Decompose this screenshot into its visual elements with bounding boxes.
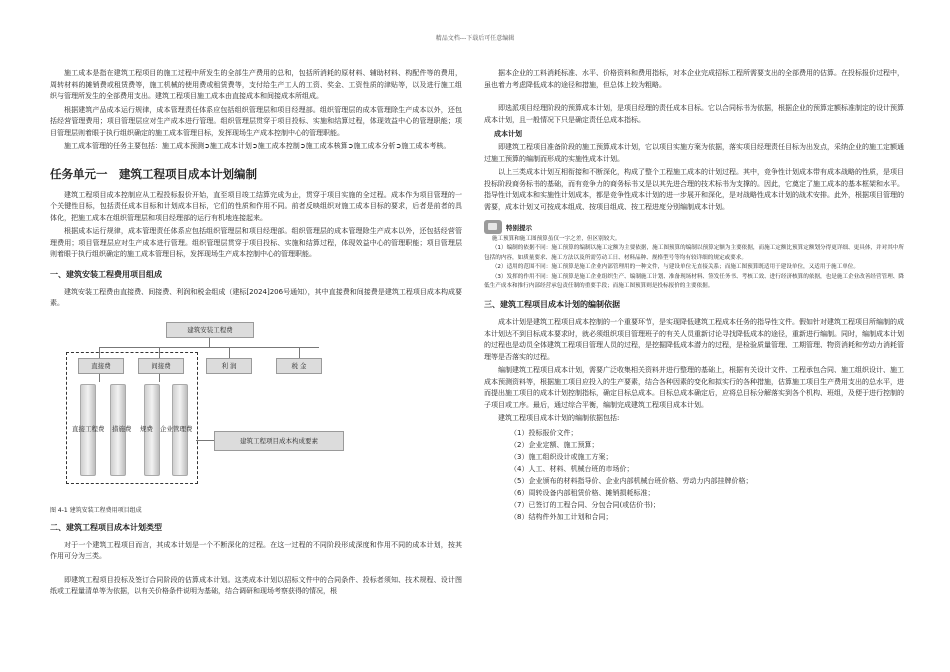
cost-elements-note: 建筑工程项目成本构成要素: [214, 431, 344, 451]
right-paragraph-2: 即选派项目经理阶段的预算成本计划，是项目经理的责任成本目标。它以合同标书为依据，根据企业的预算定额标准制定的设计预算成本计划，且一般情况下只是确定责任总成本指标。: [484, 104, 904, 124]
list-item: （5）企业颁布的材料指导价、企业内部机械台班价格、劳动力内部挂牌价格；: [510, 476, 753, 485]
indirect-cost-box: 间接费: [138, 358, 184, 374]
section-1-title: 一、建筑安装工程费用项目组成: [50, 269, 162, 279]
right-paragraph-7: 建筑工程项目成本计划的编制依据包括:: [498, 414, 620, 423]
unit-paragraph-1: 建筑工程项目成本控制应从工程投标报价开始，直至项目竣工结算完成为止，贯穿于项目实施的全过程。成本作为项目管理的一个关键性目标，包括责任成本目标和计划成本目标，它们的性质和作用不同。前者反映组织对施工成本目标的要求，后者是前者的具体化，把施工成本在组织管理层和项目经理部的运行有机地连接起来。: [50, 190, 462, 222]
tip-line-4: （3）发挥的作用不同：施工预算是施工企业组织生产、编制施工计划、准备现场材料、签发任务书、考核工效、进行经济核算的依据，也是施工企业改善经营管理、降低生产成本和推行内部经营承包责任制的重要手段；而施工图预算则是投标报价的主要依据。: [484, 273, 904, 290]
pillar-label-direct-engineering: 直接工程费: [72, 424, 105, 433]
unit-paragraph-2: 根据成本运行规律，成本管理责任体系应包括组织管理层和项目经理部。组织管理层的成本管理除生产成本以外，还包括经营管理费用；项目管理层应对生产成本进行管理。组织管理层贯穿于项目投标、实施和结算过程，体现效益中心的管理职能；项目管理层则着眼于执行组织确定的施工成本管理目标，发挥现场生产成本控制中心的管理职能。: [50, 227, 462, 258]
unit-title: 任务单元一 建筑工程项目成本计划编制: [50, 166, 257, 181]
right-column: [484, 68, 904, 523]
tip-title: 特别提示: [506, 223, 532, 232]
left-column: [50, 68, 462, 600]
page-header: 精品文档---下载后可任意编辑: [435, 35, 515, 42]
plan-subtitle: 成本计划: [494, 130, 522, 138]
list-item: （4）人工、材料、机械台班的市场价；: [510, 464, 634, 473]
right-paragraph-4: 以上三类成本计划互相衔接和不断深化，构成了整个工程施工成本的计划过程。其中，竞争性计划成本带有成本战略的性质，是项目投标阶段商务标书的基础，而有竞争力的商务标书又是以其先进合理的技术标书为支撑的。因此，它奠定了施工成本的基本框架和水平。指导性计划成本和实施性计划成本，都是竞争性成本计划的进一步展开和深化，是对战略性成本计划的战术安排。此外，根据项目管理的需要，成本计划又可按成本组成、按项目组成、按工程进度分别编制成本计划。: [484, 168, 904, 211]
section-2-paragraph-1: 对于一个建筑工程项目而言，其成本计划是一个不断深化的过程。在这一过程的不同阶段形成深度和作用不同的成本计划，按其作用可分为三类。: [50, 540, 462, 560]
tip-line-3: （2）适用的范围不同：施工预算是施工企业内部管理用的一种文件，与建设单位无直接关系；而施工图预算既适用于建设单位，又适用于施工单位。: [491, 264, 859, 271]
right-paragraph-6: 编制建筑工程项目成本计划，需要广泛收集相关资料并进行整理的基础上，根据有关设计文件、工程承包合同、施工组织设计、施工成本预测资料等，根据施工项目应投入的生产要素，结合各种因素的变化和拟实行的各种措施，估算施工项目生产费用支出的总水平，进而提出施工项目的成本计划控制指标，确定目标总成本。目标总成本确定后，应将总目标分解落实到各个机构、班组，及便于进行控制的子项目或工序。最后，通过综合平衡，编制完成建筑工程项目成本计划。: [484, 366, 904, 409]
section-1-paragraph: 建筑安装工程费由直接费、间接费、利润和税金组成（建标[2024]206号通知），其中直接费和间接费是建筑工程项目成本构成要素。: [50, 287, 462, 307]
pillar-label-measures: 措施费: [112, 424, 132, 433]
intro-paragraph-3: 施工成本管理的任务主要包括：施工成本预测➲施工成本计划➲施工成本控制➲施工成本核算➲施工成本分析➲施工成本考核。: [64, 142, 451, 150]
special-tip-box: [484, 219, 904, 291]
section-2-title: 二、建筑工程项目成本计划类型: [50, 522, 162, 532]
section-2-paragraph-2: 即建筑工程项目投标及签订合同阶段的估算成本计划。这类成本计划以招标文件中的合同条件、投标者须知、技术规程、设计图纸或工程量清单等为依据，以有关价格条件说明为基础，结合调研和现场考察获得的情况，根: [50, 575, 462, 595]
diagram-top-box: 建筑安装工程费: [166, 322, 254, 338]
tip-line-2: （1）编制的依据不同：施工预算的编制以施工定额为主要依据，施工图预算的编制以预算定额为主要依据，而施工定额比预算定额划分得更详细、更具体，并对其中所包括的内容，如质量要求、施工方法以及所需劳动工日、材料品种、规格型号等均有较详细的规定或要求。: [484, 245, 904, 261]
tax-box: 税 金: [276, 358, 322, 374]
direct-cost-box: 直接费: [78, 358, 124, 374]
profit-box: 利 润: [206, 358, 252, 374]
pillar-label-management: 企业管理费: [160, 424, 193, 433]
list-item: （7）已签订的工程合同、分包合同(或估价书)；: [510, 500, 660, 509]
basis-list: [484, 427, 904, 523]
tip-icon: [484, 220, 502, 234]
list-item: （3）施工组织设计或施工方案；: [510, 452, 613, 461]
tip-line-1: 施工预算和施工图预算虽仅一字之差，但区别较大。: [491, 236, 621, 242]
right-paragraph-5: 成本计划是建筑工程项目成本控制的一个重要环节，是实现降低建筑工程成本任务的指导性文件。假如针对建筑工程项目所编制的成本计划达不到目标成本要求时，就必须组织项目管理班子的有关人员重新讨论寻找降低成本的途径，重新进行编制。同时，编制成本计划的过程也是动员全体建筑工程项目管理人员的过程，是挖掘降低成本潜力的过程，是检验质量管理、工期管理、物资消耗和劳动力消耗管理等是否落实的过程。: [484, 318, 904, 361]
list-item: （6）周转设备内部租赁价格、摊销损耗标准；: [510, 488, 655, 497]
list-item: （2）企业定额、施工预算；: [510, 440, 599, 449]
intro-paragraph-2: 根据建筑产品成本运行规律，成本管理责任体系应包括组织管理层和项目经理部。组织管理层的成本管理除生产成本以外，还包括经营管理费用；项目管理层应对生产成本进行管理。组织管理层贯穿于项目投标、实施和结算过程，体现效益中心的管理职能；项目管理层则着眼于执行组织确定的施工成本管理目标，发挥现场生产成本控制中心的管理职能。: [50, 105, 462, 137]
right-paragraph-3: 即建筑工程项目准备阶段的施工预算成本计划，它以项目实施方案为依据，落实项目经理责任目标为出发点，采纳企业的施工定额通过施工预算的编制而形成的实施性成本计划。: [484, 143, 904, 163]
list-item: （8）结构件外加工计划和合同；: [510, 512, 613, 521]
figure-caption: 图 4-1 建筑安装工程费用项目组成: [50, 506, 142, 514]
pillar-label-fees: 规费: [140, 424, 153, 433]
list-item: （1）投标报价文件；: [510, 428, 578, 437]
cost-structure-diagram: [66, 316, 396, 501]
intro-paragraph-1: 施工成本是指在建筑工程项目的施工过程中所发生的全部生产费用的总和，包括所消耗的原材料、辅助材料、构配件等的费用，周转材料的摊销费或租赁费等，施工机械的使用费或租赁费等，支付给生产工人的工资、奖金、工资性质的津贴等，以及进行施工组织与管理所发生的全部费用支出。建筑工程项目施工成本由直接成本和间接成本所组成。: [50, 69, 462, 100]
section-3-title: 三、建筑工程项目成本计划的编制依据: [484, 300, 620, 310]
right-paragraph-1: 据本企业的工料消耗标准、水平、价格资料和费用指标，对本企业完成招标工程所需要支出的全部费用的估算。在投标报价过程中，虽也着力考虑降低成本的途径和措施，但总体上较为粗略。: [484, 69, 904, 89]
